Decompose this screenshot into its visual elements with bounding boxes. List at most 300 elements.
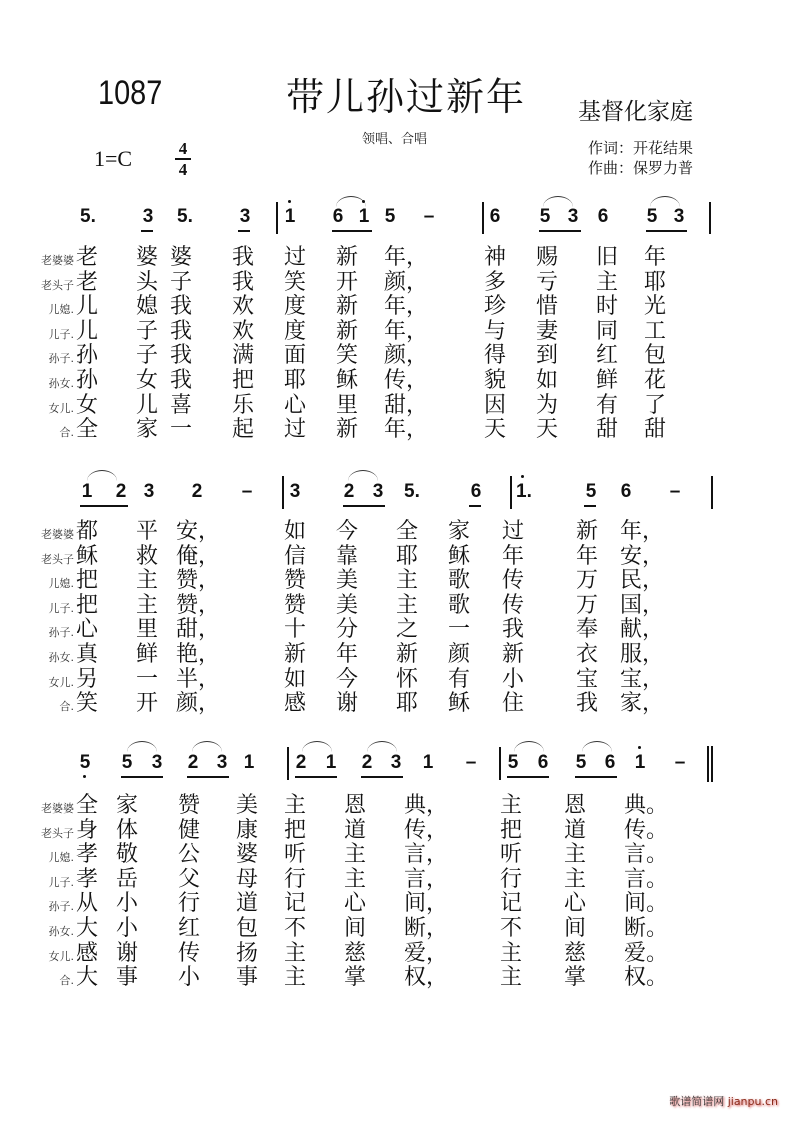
lyric-char: 婆	[236, 842, 259, 868]
note: 3	[673, 206, 685, 227]
note: –	[465, 752, 477, 773]
lyric-char: 年，	[384, 294, 429, 320]
lyric-char: 主	[596, 269, 619, 295]
lyric-char: 婆	[170, 245, 193, 270]
lyric-char: 把	[76, 592, 99, 618]
underline	[238, 230, 250, 232]
underline	[295, 776, 337, 778]
note: 3	[390, 752, 402, 773]
role-label: 孙子.	[48, 352, 74, 366]
lyric-char: 康	[236, 817, 259, 843]
note: 1	[81, 481, 93, 502]
lyric-char: 女	[136, 368, 159, 393]
lyric-char: 赐	[536, 245, 559, 270]
role-label: 儿媳.	[48, 303, 74, 317]
lyric-char: 开	[136, 691, 159, 717]
note: 3	[372, 481, 384, 502]
lyric-char: 包	[236, 916, 259, 941]
lyric-char: 年，	[620, 519, 665, 544]
lyric-char: 记	[284, 891, 307, 917]
bar-line	[482, 202, 484, 234]
note: 6	[489, 206, 501, 227]
note: 5	[646, 206, 658, 227]
note: 1	[357, 206, 371, 228]
lyric-char: 把	[500, 817, 523, 843]
lyric-char: 把	[76, 568, 99, 594]
role-label: 儿子.	[48, 327, 74, 341]
lyric-char: 事	[116, 965, 139, 991]
underline	[469, 505, 481, 507]
note: 5	[78, 752, 92, 774]
note: 1.	[516, 481, 530, 503]
lyric-char: 耶	[396, 691, 419, 717]
lyric-char: 心	[564, 891, 587, 917]
lyric-char: 同	[596, 318, 619, 344]
note: 5.	[404, 481, 420, 502]
lyric-char: 一	[170, 417, 193, 443]
lyric-char: 新	[336, 318, 359, 344]
lyric-char: 行	[178, 891, 201, 917]
lyric-char: 甜	[596, 417, 619, 443]
lyric-char: 奉	[576, 617, 599, 643]
song-number: 1087	[98, 74, 163, 112]
lyric-char: 女	[76, 392, 99, 418]
note: 5	[507, 752, 519, 773]
lyric-char: 稣	[448, 543, 471, 569]
note: –	[241, 481, 253, 502]
lyric-char: 恩	[564, 793, 587, 818]
lyric-char: 颜	[448, 642, 471, 667]
underline	[332, 230, 372, 232]
lyric-char: 新	[336, 294, 359, 320]
lyric-char: 鲜	[596, 368, 619, 393]
lyric-char: 美	[336, 592, 359, 618]
lyric-char: 满	[232, 343, 255, 369]
lyric-char: 赞，	[176, 568, 221, 594]
lyric-char: 赞	[284, 592, 307, 618]
role-label: 孙女.	[48, 925, 74, 938]
lyric-char: 主	[284, 793, 307, 818]
lyric-char: 时	[596, 294, 619, 320]
lyric-char: 一	[136, 666, 159, 692]
lyric-char: 颜，	[384, 269, 429, 295]
underline	[361, 776, 403, 778]
note: 1	[283, 206, 297, 228]
lyric-char: 年	[336, 642, 359, 667]
lyric-char: 主	[284, 965, 307, 991]
lyric-char: 我	[170, 318, 193, 344]
lyric-char: 传。	[624, 817, 669, 843]
role-label: 儿子.	[48, 601, 74, 615]
lyric-char: 如	[284, 519, 307, 544]
lyric-char: 今	[336, 519, 359, 544]
lyric-char: 赞	[178, 793, 201, 818]
lyric-char: 过	[284, 417, 307, 443]
lyric-char: 开	[336, 269, 359, 295]
lyric-char: 间	[564, 916, 587, 941]
lyric-char: 献，	[620, 617, 665, 643]
note: 1	[325, 752, 337, 773]
note: 6	[604, 752, 616, 773]
lyric-char: 言，	[404, 866, 449, 892]
lyric-char: 小	[116, 891, 139, 917]
lyric-char: 半，	[176, 666, 221, 692]
lyric-char: 权。	[624, 965, 669, 991]
lyric-char: 有	[596, 392, 619, 418]
lyric-char: 甜，	[176, 617, 221, 643]
lyric-char: 年，	[384, 245, 429, 270]
lyric-char: 我	[170, 343, 193, 369]
lyric-char: 感	[76, 940, 99, 966]
slur	[348, 470, 378, 481]
lyric-char: 权，	[404, 965, 449, 991]
lyric-char: 都	[76, 519, 99, 544]
lyric-char: 孝	[76, 842, 99, 868]
lyric-char: 家	[448, 519, 471, 544]
lyric-char: 感	[284, 691, 307, 717]
lyric-char: 主	[344, 842, 367, 868]
lyric-char: 美	[336, 568, 359, 594]
lyric-char: 年	[644, 245, 667, 270]
lyric-char: 体	[116, 817, 139, 843]
lyric-char: 慈	[564, 940, 587, 966]
note: 5	[384, 206, 396, 227]
lyric-char: 道	[236, 891, 259, 917]
lyric-char: 天	[536, 417, 559, 443]
lyric-char: 全	[76, 793, 99, 818]
lyric-char: 天	[484, 417, 507, 443]
note: –	[423, 206, 435, 227]
lyric-char: 民，	[620, 568, 665, 594]
role-label: 老婆婆	[41, 254, 74, 267]
note: 6	[470, 481, 482, 502]
lyric-char: 如	[536, 368, 559, 393]
role-label: 老头子	[41, 826, 74, 840]
lyric-char: 甜，	[384, 392, 429, 418]
lyric-char: 鲜	[136, 642, 159, 667]
lyric-char: 传	[502, 568, 525, 594]
lyric-char: 断，	[404, 916, 449, 941]
lyric-char: 光	[644, 294, 667, 320]
lyric-char: 爱，	[404, 940, 449, 966]
lyric-char: 典。	[624, 793, 669, 818]
lyric-char: 主	[396, 568, 419, 594]
lyric-char: 敬	[116, 842, 139, 868]
lyric-char: 度	[284, 294, 307, 320]
lyric-char: 父	[178, 866, 201, 892]
bar-line	[711, 476, 713, 509]
lyric-char: 儿	[136, 392, 159, 418]
lyric-char: 主	[344, 866, 367, 892]
underline	[646, 230, 687, 232]
lyric-char: 主	[284, 940, 307, 966]
lyric-char: 分	[336, 617, 359, 643]
lyric-char: 花	[644, 368, 667, 393]
lyric-char: 妻	[536, 318, 559, 344]
lyric-char: 新	[396, 642, 419, 667]
lyric-char: 欢	[232, 318, 255, 344]
lyric-char: 全	[76, 417, 99, 443]
lyric-char: 得	[484, 343, 507, 369]
lyric-char: 孙	[76, 368, 99, 393]
lyric-char: 我	[576, 691, 599, 717]
lyric-char: 我	[232, 245, 255, 270]
lyric-char: 母	[236, 866, 259, 892]
lyric-char: 度	[284, 318, 307, 344]
lyric-char: 全	[396, 519, 419, 544]
lyricist-credit: 作词：开花结果	[588, 139, 694, 157]
lyric-char: 多	[484, 269, 507, 295]
lyric-char: 笑	[284, 269, 307, 295]
underline	[507, 776, 549, 778]
note: 6	[332, 206, 344, 227]
lyric-char: 言。	[624, 866, 669, 892]
lyric-char: 心	[284, 392, 307, 418]
role-label: 孙女.	[48, 377, 74, 390]
lyric-char: 新	[336, 417, 359, 443]
lyric-char: 颜，	[384, 343, 429, 369]
lyric-char: 一	[448, 617, 471, 643]
composer-credit: 作曲：保罗力普	[588, 159, 694, 177]
bar-line	[499, 747, 501, 780]
lyric-char: 甜	[644, 417, 667, 443]
lyric-char: 事	[236, 965, 259, 991]
lyric-char: 另	[76, 666, 99, 692]
lyric-char: 新	[502, 642, 525, 667]
lyric-char: 歌	[448, 592, 471, 618]
lyric-char: 宝	[576, 666, 599, 692]
lyric-char: 国，	[620, 592, 665, 618]
lyric-char: 我	[170, 294, 193, 320]
lyric-char: 老	[76, 245, 99, 270]
lyric-char: 谢	[116, 940, 139, 966]
lyric-char: 扬	[236, 940, 259, 966]
lyric-char: 掌	[344, 965, 367, 991]
lyric-char: 了	[644, 392, 667, 418]
lyric-char: 头	[136, 269, 159, 295]
lyric-char: 主	[500, 940, 523, 966]
underline	[584, 505, 596, 507]
slur	[192, 741, 222, 752]
lyric-char: 靠	[336, 543, 359, 569]
lyric-char: 年，	[384, 417, 429, 443]
lyric-char: 万	[576, 568, 599, 594]
lyric-char: 亏	[536, 269, 559, 295]
time-signature-bottom: 4	[178, 160, 188, 179]
lyric-char: 行	[500, 866, 523, 892]
lyric-char: 主	[564, 866, 587, 892]
role-label: 合.	[59, 974, 74, 988]
lyric-char: 到	[536, 343, 559, 369]
watermark-site: jianpu.cn	[727, 1095, 778, 1108]
lyric-char: 身	[76, 817, 99, 843]
lyric-char: 老	[76, 269, 99, 295]
lyric-char: 包	[644, 343, 667, 369]
lyric-char: 笑	[336, 343, 359, 369]
lyric-char: 传	[502, 592, 525, 618]
lyric-char: 歌	[448, 568, 471, 594]
lyric-char: 主	[396, 592, 419, 618]
lyric-char: 孝	[76, 866, 99, 892]
lyric-char: 今	[336, 666, 359, 692]
lyric-char: 不	[500, 916, 523, 941]
lyric-char: 听	[284, 842, 307, 868]
role-label: 女儿.	[48, 949, 74, 963]
note: 6	[620, 481, 632, 502]
role-label: 老头子	[41, 552, 74, 566]
lyric-char: 我	[170, 368, 193, 393]
lyric-char: 谢	[336, 691, 359, 717]
note: 3	[567, 206, 579, 227]
underline	[343, 505, 385, 507]
lyric-char: 宝，	[620, 666, 665, 692]
lyric-char: 传，	[404, 817, 449, 843]
note: 5.	[177, 206, 193, 227]
note: 3	[142, 206, 154, 227]
lyric-char: 里	[136, 617, 159, 643]
lyric-char: 婆	[136, 245, 159, 270]
lyric-char: 住	[502, 691, 525, 717]
lyric-char: 平	[136, 519, 159, 544]
time-signature-top: 4	[178, 139, 188, 158]
note: 3	[239, 206, 251, 227]
lyric-char: 万	[576, 592, 599, 618]
lyric-char: 耶	[644, 269, 667, 295]
lyric-char: 喜	[170, 392, 193, 418]
lyric-char: 恩	[344, 793, 367, 818]
lyric-char: 惜	[536, 294, 559, 320]
lyric-char: 主	[500, 965, 523, 991]
lyric-char: 美	[236, 793, 259, 818]
lyric-char: 年	[576, 543, 599, 569]
note: 5	[585, 481, 597, 502]
lyric-char: 心	[76, 617, 99, 643]
role-label: 孙子.	[48, 900, 74, 914]
note: 5	[575, 752, 587, 773]
lyric-char: 起	[232, 417, 255, 443]
note: 2	[187, 752, 199, 773]
lyric-char: 我	[232, 269, 255, 295]
lyric-char: 面	[284, 343, 307, 369]
lyric-char: 断。	[624, 916, 669, 941]
note: 2	[295, 752, 307, 773]
time-signature	[175, 140, 191, 178]
final-bar-thin	[707, 746, 709, 782]
lyric-char: 主	[564, 842, 587, 868]
performance-form: 领唱、合唱	[362, 132, 428, 147]
note: 2	[343, 481, 355, 502]
lyric-char: 十	[284, 617, 307, 643]
lyric-char: 家，	[620, 691, 665, 717]
lyric-char: 为	[536, 392, 559, 418]
slur	[367, 741, 397, 752]
lyric-char: 言，	[404, 842, 449, 868]
note: 6	[597, 206, 609, 227]
note: –	[669, 481, 681, 502]
lyric-char: 稣	[336, 368, 359, 393]
collection-name: 基督化家庭	[578, 99, 693, 125]
lyric-char: 子	[136, 343, 159, 369]
lyric-char: 从	[76, 891, 99, 917]
lyric-char: 健	[178, 817, 201, 843]
bar-line	[282, 476, 284, 509]
lyric-char: 有	[448, 666, 471, 692]
role-label: 老婆婆	[41, 528, 74, 541]
lyric-char: 如	[284, 666, 307, 692]
lyric-char: 岳	[116, 866, 139, 892]
lyric-char: 小	[502, 666, 525, 692]
lyric-char: 主	[500, 793, 523, 818]
key-signature: 1=C	[94, 146, 133, 171]
lyric-char: 主	[136, 568, 159, 594]
slur	[87, 470, 117, 481]
lyric-char: 记	[500, 891, 523, 917]
lyric-char: 大	[76, 916, 99, 941]
lyric-char: 旧	[596, 245, 619, 270]
role-label: 合.	[59, 700, 74, 714]
note: 3	[151, 752, 163, 773]
slur	[582, 741, 612, 752]
lyric-char: 服，	[620, 642, 665, 667]
slur	[302, 741, 332, 752]
lyric-char: 因	[484, 392, 507, 418]
lyric-char: 新	[284, 642, 307, 667]
role-label: 女儿.	[48, 401, 74, 415]
lyric-char: 慈	[344, 940, 367, 966]
lyric-char: 家	[136, 417, 159, 443]
role-label: 合.	[59, 426, 74, 440]
underline	[539, 230, 581, 232]
lyric-char: 听	[500, 842, 523, 868]
lyric-char: 红	[178, 916, 201, 941]
lyric-char: 间，	[404, 891, 449, 917]
note: 1	[633, 752, 647, 774]
lyric-char: 救	[136, 543, 159, 569]
note: 6	[537, 752, 549, 773]
note: 2	[191, 481, 203, 502]
lyric-char: 典，	[404, 793, 449, 818]
lyric-char: 红	[596, 343, 619, 369]
lyric-char: 耶	[396, 543, 419, 569]
note: 2	[115, 481, 127, 502]
lyric-char: 爱。	[624, 940, 669, 966]
lyric-char: 珍	[484, 294, 507, 320]
lyric-char: 心	[344, 891, 367, 917]
note: 5	[539, 206, 551, 227]
lyric-char: 不	[284, 916, 307, 941]
lyric-char: 赞，	[176, 592, 221, 618]
lyric-char: 乐	[232, 392, 255, 418]
lyric-char: 公	[178, 842, 201, 868]
final-bar-thick	[711, 746, 713, 782]
lyric-char: 欢	[232, 294, 255, 320]
lyric-char: 主	[136, 592, 159, 618]
lyric-char: 儿	[76, 294, 99, 320]
lyric-char: 之	[396, 617, 419, 643]
lyric-char: 间	[344, 916, 367, 941]
note: 5	[121, 752, 133, 773]
lyric-char: 把	[232, 368, 255, 393]
underline	[121, 776, 163, 778]
lyric-char: 掌	[564, 965, 587, 991]
note: –	[674, 752, 686, 773]
lyric-char: 颜，	[176, 691, 221, 717]
note: 3	[216, 752, 228, 773]
lyric-char: 传，	[384, 368, 429, 393]
note: 2	[361, 752, 373, 773]
lyric-char: 年	[502, 543, 525, 569]
lyric-char: 与	[484, 318, 507, 344]
